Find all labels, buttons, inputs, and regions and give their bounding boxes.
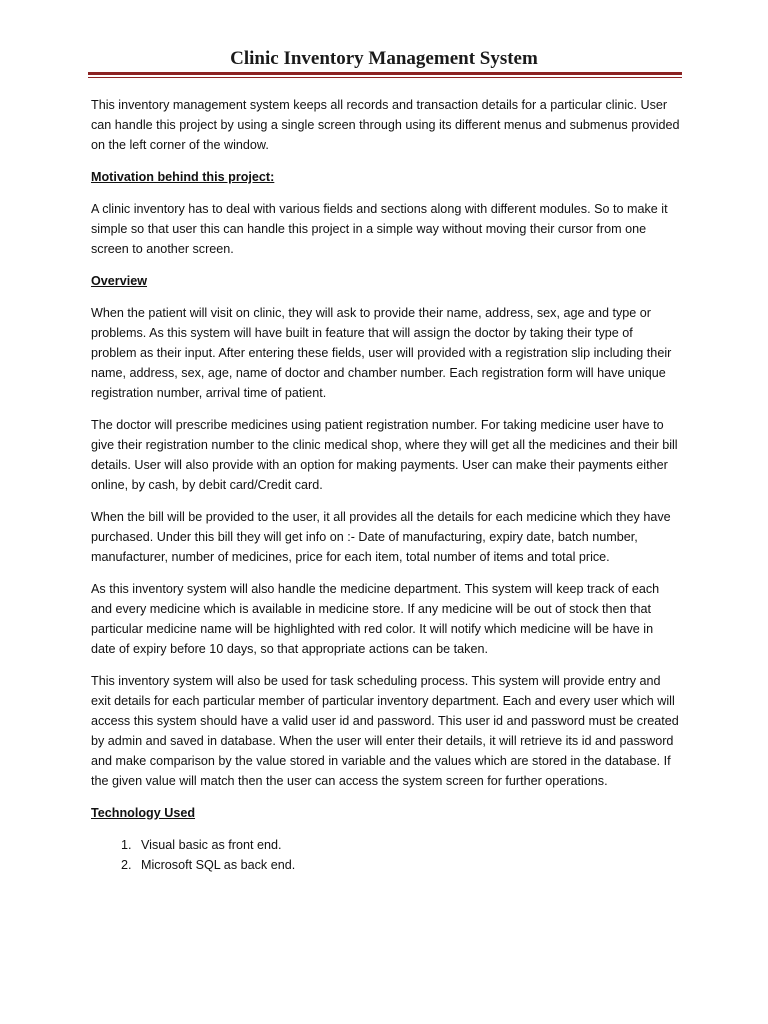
title-underline-thin [88, 77, 682, 78]
overview-paragraph-4: As this inventory system will also handle the medicine department. This system will keep track of each and every medicine which is available in medicine store. If any medicine will be out of stock then that particular medicine name will be highlighted with red color. It will notify which medicine will be have in date of expiry before 10 days, so that appropriate actions can be taken. [91, 582, 660, 656]
overview-paragraph-5: This inventory system will also be used for task scheduling process. This system will provide entry and exit details for each particular member of particular inventory department. Each and every user which will access this system should have a valid user id and password. This user id and password must be created by admin and saved in database. When the user will enter their details, it will retrieve its id and password and make comparison by the value stored in variable and the values which are stored in the database. If the given value will match then the user can access the system screen for further operations. [91, 674, 679, 788]
title-underline-thick [88, 72, 682, 75]
overview-paragraph-2: The doctor will prescribe medicines using patient registration number. For taking medicine user have to give their registration number to the clinic medical shop, where they will get all the medicines and their bill details. User will also provide with an option for making payments. User can make their payments either online, by cash, by debit card/Credit card. [91, 418, 678, 492]
technology-heading: Technology Used [91, 806, 196, 820]
list-item: 1. Visual basic as front end. [135, 835, 681, 855]
technology-list [91, 835, 681, 875]
overview-paragraph-1: When the patient will visit on clinic, they will ask to provide their name, address, sex, age and type or problems. As this system will have built in feature that will assign the doctor by taking their type of problem as their input. After entering these fields, user will provided with a registration slip including their name, address, sex, age, name of doctor and chamber number. Each registration form will have unique registration number, arrival time of patient. [91, 306, 672, 400]
document-body [91, 95, 681, 875]
motivation-paragraph: A clinic inventory has to deal with various fields and sections along with different modules. So to make it simple so that user this can handle this project in a simple way without moving their cursor from one screen to another screen. [91, 202, 668, 256]
overview-paragraph-3: When the bill will be provided to the user, it all provides all the details for each medicine which they have purchased. Under this bill they will get info on :- Date of manufacturing, expiry date, batch number, manufacturer, number of medicines, price for each item, total number of items and total price. [91, 510, 671, 564]
list-item: 2. Microsoft SQL as back end. [135, 855, 681, 875]
intro-paragraph: This inventory management system keeps all records and transaction details for a particular clinic. User can handle this project by using a single screen through using its different menus and submenus provided on the left corner of the window. [91, 98, 680, 152]
page-title: Clinic Inventory Management System [230, 48, 538, 69]
overview-heading: Overview [91, 274, 148, 288]
motivation-heading: Motivation behind this project: [91, 170, 275, 184]
